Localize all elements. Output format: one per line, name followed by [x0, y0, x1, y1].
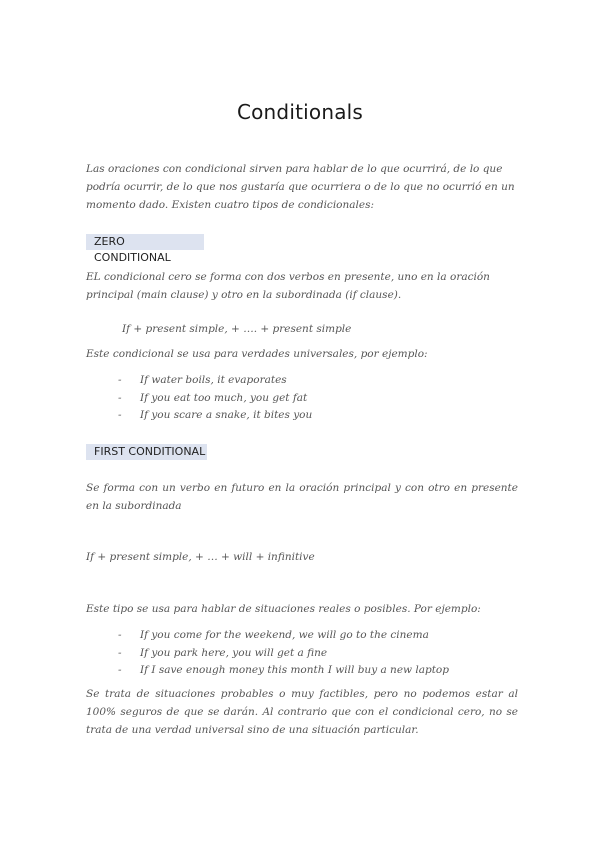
bullet-dash: - — [118, 374, 122, 386]
list-item — [118, 662, 449, 680]
zero-conditional-description: EL condicional cero se forma con dos verbos en presente, uno en la oración principal (main clause) y otro en la subordinada (if clause). — [86, 271, 490, 301]
first-conditional-formula: If + present simple, + … + will + infinitive — [86, 551, 315, 563]
zero-conditional-formula: If + present simple, + …. + present simple — [122, 323, 352, 335]
first-conditional-examples — [118, 627, 449, 680]
intro-paragraph: Las oraciones con condicional sirven para hablar de lo que ocurrirá, de lo que podría ocurrir, de lo que nos gustaría que ocurriera o de lo que no ocurrió en un momento dado. Existen cuatro tipos de condicionales: — [86, 163, 515, 211]
example-text: If water boils, it evaporates — [140, 374, 287, 386]
example-text: If you park here, you will get a fine — [140, 646, 328, 659]
zero-conditional-heading — [86, 234, 204, 264]
first-conditional-note: Se trata de situaciones probables o muy factibles, pero no podemos estar al 100% seguros de que se darán. Al contrario que con el condicional cero, no se trata de una verdad universal sino de una situación particular. — [86, 688, 518, 736]
first-conditional-heading-label: FIRST CONDITIONAL — [94, 445, 206, 458]
list-item — [118, 407, 312, 425]
example-text: If you come for the weekend, we will go to the cinema — [140, 629, 429, 641]
list-item — [118, 645, 449, 663]
bullet-dash: - — [118, 629, 122, 641]
example-text: If I save enough money this month I will buy a new laptop — [140, 664, 449, 676]
zero-conditional-usage: Este condicional se usa para verdades universales, por ejemplo: — [86, 348, 428, 360]
first-conditional-heading — [86, 444, 207, 460]
bullet-dash: - — [118, 391, 122, 404]
page-title: Conditionals — [236, 100, 364, 124]
zero-conditional-heading-label: ZERO CONDITIONAL — [94, 235, 171, 264]
list-item — [118, 627, 449, 645]
zero-conditional-examples — [118, 372, 312, 425]
example-text: If you eat too much, you get fat — [140, 391, 308, 404]
bullet-dash: - — [118, 664, 122, 676]
first-conditional-description: Se forma con un verbo en futuro en la oración principal y con otro en presente en la subordinada — [86, 482, 518, 512]
bullet-dash: - — [118, 646, 122, 659]
list-item — [118, 390, 312, 408]
bullet-dash: - — [118, 409, 122, 421]
first-conditional-usage: Este tipo se usa para hablar de situaciones reales o posibles. Por ejemplo: — [86, 603, 481, 615]
example-text: If you scare a snake, it bites you — [140, 409, 313, 421]
list-item — [118, 372, 312, 390]
